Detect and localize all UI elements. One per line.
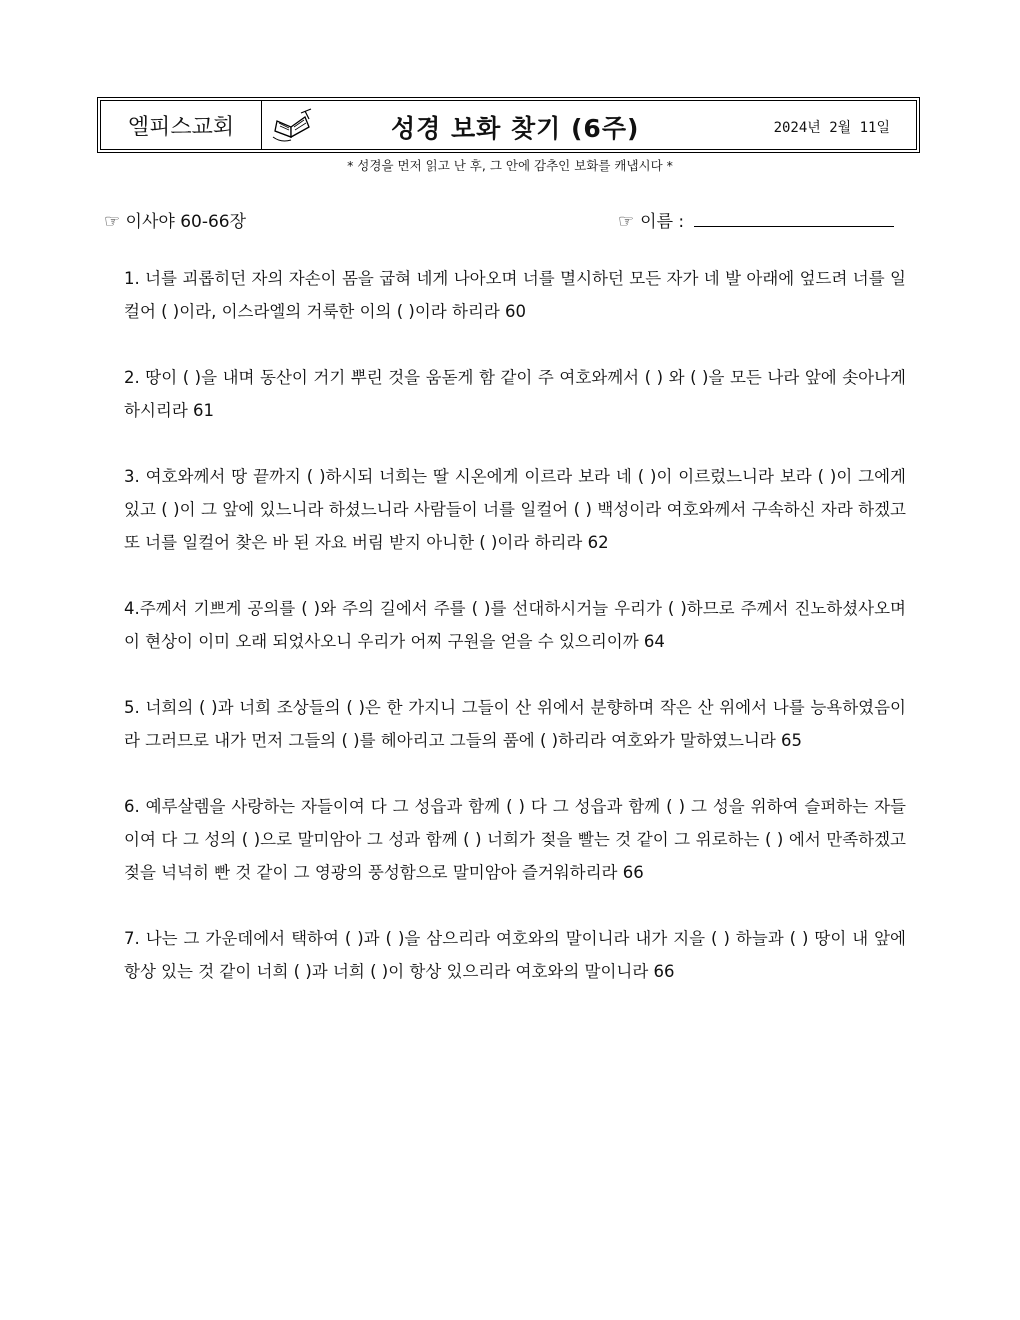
pointing-hand-icon: ☞ — [104, 211, 121, 232]
name-field — [618, 207, 894, 232]
question-item: 5. 너희의 ( )과 너희 조상들의 ( )은 한 가지니 그들이 산 위에서 분향하며 작은 산 위에서 나를 능욕하였음이라 그러므로 내가 먼저 그들의 ( )를 헤아리고 그들의 품에 ( )하리라 여호와가 말하였느니라 65 — [124, 698, 906, 750]
pointing-hand-icon: ☞ — [618, 211, 635, 232]
header-box — [97, 97, 920, 153]
question-item: 6. 예루살렘을 사랑하는 자들이여 다 그 성읍과 함께 ( ) 다 그 성읍과 함께 ( ) 그 성을 위하여 슬퍼하는 자들이여 다 그 성의 ( )으로 말미암아 그 성과 함께 ( ) 너희가 젖을 빨는 것 같이 그 위로하는 ( ) 에서 만족하겠고 젖을 넉넉히 빤 것 같이 그 영광의 풍성함으로 말미암아 즐거워하리라 66 — [124, 797, 906, 882]
question-item: 1. 너를 괴롭히던 자의 자손이 몸을 굽혀 네게 나아오며 너를 멸시하던 모든 자가 네 발 아래에 엎드려 너를 일컬어 ( )이라, 이스라엘의 거룩한 이의 ( )이라 하리라 60 — [124, 269, 906, 321]
question-item: 4.주께서 기쁘게 공의를 ( )와 주의 길에서 주를 ( )를 선대하시거늘 우리가 ( )하므로 주께서 진노하셨사오며 이 현상이 이미 오래 되었사오니 우리가 어찌 구원을 얻을 수 있으리이까 64 — [124, 599, 906, 651]
subtitle: * 성경을 먼저 읽고 난 후, 그 안에 감추인 보화를 캐냅시다 * — [347, 158, 673, 173]
name-input-line[interactable] — [694, 208, 894, 227]
date-text: 2024년 2월 11일 — [773, 120, 890, 136]
scripture-text: 이사야 60-66장 — [125, 212, 247, 232]
name-label: 이름 : — [640, 212, 685, 232]
question-item: 7. 나는 그 가운데에서 택하여 ( )과 ( )을 삼으리라 여호와의 말이니라 내가 지을 ( ) 하늘과 ( ) 땅이 내 앞에 항상 있는 것 같이 너희 ( )과 너희 ( )이 항상 있으리라 여호와의 말이니라 66 — [124, 929, 906, 981]
open-book-icon — [271, 107, 313, 147]
scripture-reference — [104, 207, 246, 232]
page-title: 성경 보화 찾기 (6주) — [391, 114, 640, 143]
church-name: 엘피스교회 — [101, 101, 262, 149]
question-item: 2. 땅이 ( )을 내며 동산이 거기 뿌린 것을 움돋게 함 같이 주 여호와께서 ( ) 와 ( )을 모든 나라 앞에 솟아나게 하시리라 61 — [124, 368, 906, 420]
header-inner — [100, 100, 917, 150]
question-list — [124, 262, 906, 1021]
question-item: 3. 여호와께서 땅 끝까지 ( )하시되 너희는 딸 시온에게 이르라 보라 네 ( )이 이르렀느니라 보라 ( )이 그에게 있고 ( )이 그 앞에 있느니라 하셨느니라 사람들이 너를 일컬어 ( ) 백성이라 여호와께서 구속하신 자라 하겠고 또 너를 일컬어 찾은 바 된 자요 버림 받지 아니한 ( )이라 하리라 62 — [124, 467, 906, 552]
